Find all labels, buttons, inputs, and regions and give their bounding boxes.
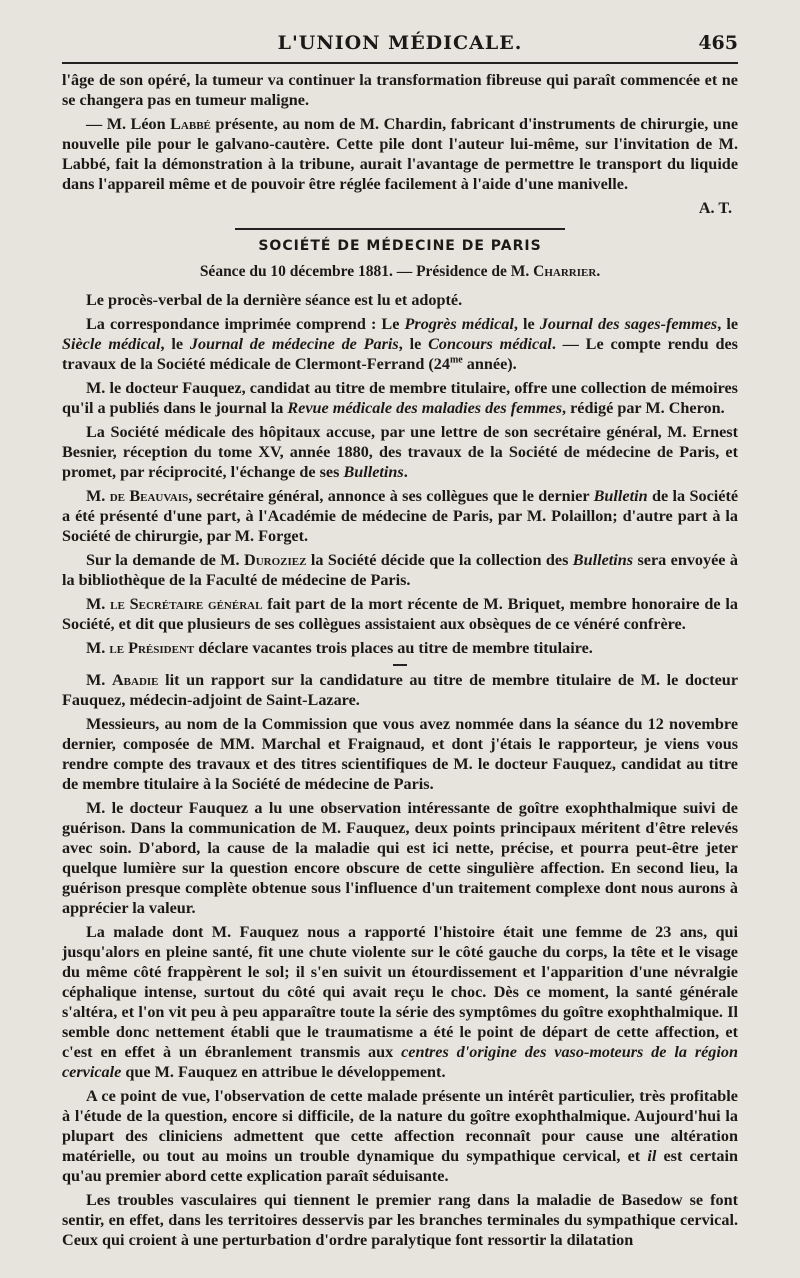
paragraph: Messieurs, au nom de la Commission que vous avez nommée dans la séance du 12 novembre dernier, composée de MM. Marchal et Fraignaud, et dont j'étais le rapporteur, je viens vous rendre compte des travaux et des titres scientifiques de M. le docteur Fauquez, candidat au titre de membre titulaire à la Société de médecine de Paris. xyxy=(62,715,738,793)
section-divider xyxy=(235,228,565,230)
person-name: Abadie xyxy=(111,671,159,689)
paragraph-divider xyxy=(393,664,407,666)
paragraph: M. Abadie lit un rapport sur la candidature au titre de membre titulaire de M. le docteur Fauquez, médecin-adjoint de Saint-Lazare. xyxy=(62,671,738,709)
signature: A. T. xyxy=(698,199,732,217)
section-title: SOCIÉTÉ DE MÉDECINE DE PARIS xyxy=(258,238,542,254)
article-body xyxy=(62,70,738,1254)
paragraph: — M. Léon Labbé présente, au nom de M. Chardin, fabricant d'instruments de chirurgie, une nouvelle pile pour le galvano-cautère. Cette pile dont l'auteur lui-même, sur l'invitation de M. Labbé, fait la démonstration à la tribune, aurait l'avantage de permettre le transport du liquide dans l'appareil même et de pouvoir être réglée facilement à l'aide d'une manivelle. xyxy=(62,115,739,193)
paragraph: La Société médicale des hôpitaux accuse, par une lettre de son secrétaire général, M. Ernest Besnier, réception du tome XV, année 1880, des travaux de la Société de médecine de Paris, et promet, par réciprocité, l'échange de ses Bulletins. xyxy=(62,423,738,481)
page-header xyxy=(62,32,738,58)
person-name: le Secrétaire général xyxy=(110,595,263,613)
person-name: Charrier xyxy=(533,263,597,280)
page-number: 465 xyxy=(698,32,738,54)
person-name: Duroziez xyxy=(244,551,307,569)
paragraph: M. le docteur Fauquez, candidat au titre de membre titulaire, offre une collection de mémoires qu'il a publiés dans le journal la Revue médicale des maladies des femmes, rédigé par M. Cheron. xyxy=(62,379,738,417)
running-title: L'UNION MÉDICALE. xyxy=(277,32,523,54)
header-rule xyxy=(62,62,738,64)
person-name: le Président xyxy=(109,639,195,657)
paragraph: M. le docteur Fauquez a lu une observation intéressante de goître exophthalmique suivi de guérison. Dans la communication de M. Fauquez, deux points principaux méritent d'être relevés avec soin. D'abord, la cause de la maladie qui est ici nette, précise, et pourra peut-être jeter quelque lumière sur la question encore obscure de cette singulière affection. En second lieu, la guérison presque complète obtenue sous l'influence d'un traitement complexe dont nous aurons à apprécier la valeur. xyxy=(62,799,738,917)
paragraph: Le procès-verbal de la dernière séance est lu et adopté. xyxy=(86,291,463,309)
paragraph: Sur la demande de M. Duroziez la Société décide que la collection des Bulletins sera envoyée à la bibliothèque de la Faculté de médecine de Paris. xyxy=(62,551,738,589)
person-name: Labbé xyxy=(170,115,211,133)
paragraph: La correspondance imprimée comprend : Le Progrès médical, le Journal des sages-femmes, le Siècle médical, le Journal de médecine de Paris, le Concours médical. — Le compte rendu des travaux de la Société médicale de Clermont-Ferrand ($24^{me}$ année). xyxy=(62,315,739,373)
paragraph: l'âge de son opéré, la tumeur va continuer la transformation fibreuse qui paraît commencée et ne se changera pas en tumeur maligne. xyxy=(62,71,738,109)
paragraph: M. le Secrétaire général fait part de la mort récente de M. Briquet, membre honoraire de la Société, et dit que plusieurs de ses collègues assistaient aux obsèques de ce vénéré confrère. xyxy=(62,595,738,633)
paragraph: M. de Beauvais, secrétaire général, annonce à ses collègues que le dernier Bulletin de la Société a été présenté d'une part, à l'Académie de médecine de Paris, par M. Polaillon; d'autre part à la Société de chirurgie, par M. Forget. xyxy=(62,487,739,545)
paragraph: A ce point de vue, l'observation de cette malade présente un intérêt particulier, très profitable à l'étude de la question, encore si difficile, de la nature du goître exophthalmique. Aujourd'hui la plupart des cliniciens admettent que cette affection reconnaît pour cause une altération matérielle, ou tout au moins un trouble dynamique du sympathique cervical, et il est certain qu'au premier abord cette explication paraît séduisante. xyxy=(62,1087,739,1185)
paragraph: Les troubles vasculaires qui tiennent le premier rang dans la maladie de Basedow se font sentir, en effet, dans les territoires desservis par les branches terminales du sympathique cervical. Ceux qui croient à une perturbation d'ordre paralytique font ressortir la dilatation xyxy=(62,1191,738,1249)
paragraph: M. le Président déclare vacantes trois places au titre de membre titulaire. xyxy=(86,639,593,657)
person-name: de Beauvais xyxy=(109,487,189,505)
session-heading: Séance du 10 décembre 1881. — Présidence de M. Charrier. xyxy=(199,263,601,280)
paragraph: La malade dont M. Fauquez nous a rapporté l'histoire était une femme de 23 ans, qui jusqu'alors en pleine santé, fit une chute violente sur le côté gauche du corps, la tête et le visage du même côté frappèrent le sol; il s'en suivit un étourdissement et l'apparition d'une névralgie céphalique intense, surtout du côté qui avait reçu le choc. Dès ce moment, la santé générale s'altéra, et l'on vit peu à peu apparaître toute la série des symptômes du goître exophthalmique. Il semble donc nettement établi que le traumatisme a été le point de départ de cette affection, et c'est en effet à un ébranlement transmis aux centres d'origine des vaso-moteurs de la région cervicale que M. Fauquez en attribue le développement. xyxy=(62,923,738,1081)
